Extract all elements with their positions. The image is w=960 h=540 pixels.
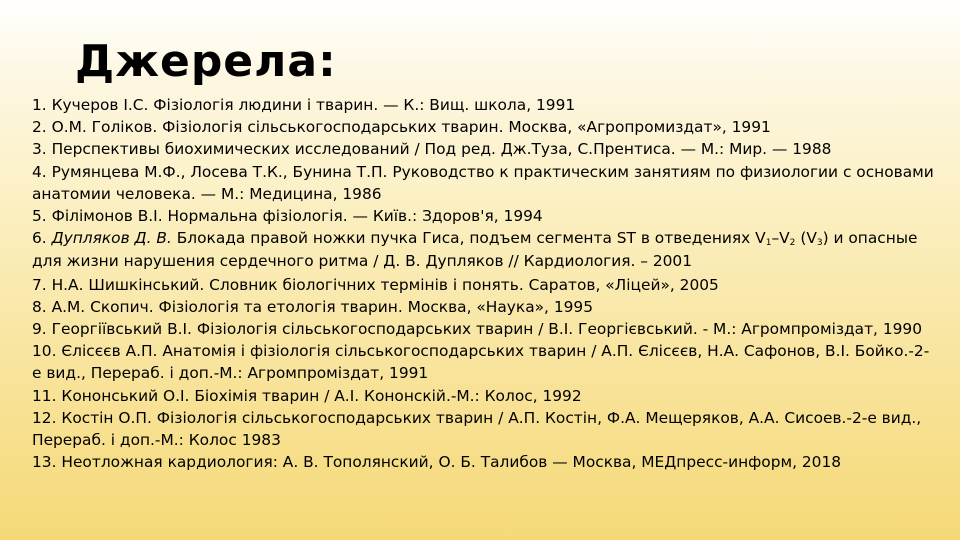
lead-subscript: 2 <box>789 238 796 249</box>
reference-number: 13. <box>32 453 57 472</box>
reference-text: Румянцева М.Ф., Лосева Т.К., Бунина Т.П. Руководство к практическим занятиям по физиологии с основами анатомии человека. — М.: Медицина, 1986 <box>32 162 934 203</box>
reference-number: 4. <box>32 162 47 181</box>
reference-text: Блокада правой ножки пучка Гиса, подъем сегмента ST в отведениях V <box>176 229 766 248</box>
reference-number: 6. <box>32 229 47 248</box>
reference-number: 2. <box>32 118 47 137</box>
reference-item <box>32 138 937 160</box>
reference-item <box>32 385 937 407</box>
reference-text: О.М. Голіков. Фізіологія сільськогосподарських тварин. Москва, «Агропромиздат», 1991 <box>51 118 771 137</box>
lead-subscript: 3 <box>816 238 823 249</box>
reference-text-rest: ) и опасные для жизни нарушения сердечного ритма / Д. В. Дупляков // Кардиология. – 2001 <box>32 229 918 271</box>
reference-list <box>32 94 937 473</box>
reference-text: Георгіївський В.І. Фізіологія сільськогосподарських тварин / В.І. Георгієвський. - М.: Агромпроміздат, 1990 <box>51 320 923 339</box>
reference-text: Неотложная кардиология: А. В. Тополянский, О. Б. Талибов — Москва, МЕДпресс-информ, 2018 <box>61 453 842 472</box>
reference-item <box>32 407 937 451</box>
reference-text: А.М. Скопич. Фізіологія та етологія тварин. Москва, «Наука», 1995 <box>51 297 594 316</box>
reference-item <box>32 94 937 116</box>
reference-number: 5. <box>32 207 47 226</box>
reference-text: Перспективы биохимических исследований / Под ред. Дж.Туза, С.Прентиса. — М.: Мир. — 1988 <box>51 140 832 159</box>
reference-number: 1. <box>32 96 47 114</box>
reference-item <box>32 274 937 296</box>
reference-number: 10. <box>32 342 57 361</box>
reference-item <box>32 318 937 340</box>
reference-item <box>32 451 937 473</box>
reference-text-paren: (V <box>800 229 817 248</box>
lead-subscript: 1 <box>765 238 772 249</box>
slide-title: Джерела: <box>75 36 337 87</box>
reference-text: Костін О.П. Фізіологія сільськогосподарських тварин / А.П. Костін, Ф.А. Мещеряков, А.А. Сисоев.-2-е вид., Перераб. і доп.-М.: Колос 1983 <box>32 408 922 450</box>
reference-number: 11. <box>32 386 57 405</box>
reference-text: Філімонов В.І. Нормальна фізіологія. — Київ.: Здоров'я, 1994 <box>51 207 543 226</box>
reference-item <box>32 161 937 205</box>
reference-text-sep: –V <box>771 229 790 248</box>
reference-item <box>32 227 937 273</box>
reference-number: 12. <box>32 408 57 427</box>
reference-text: Кононський О.І. Біохімія тварин / А.І. Кононскій.-М.: Колос, 1992 <box>61 386 582 405</box>
reference-number: 8. <box>32 297 47 316</box>
reference-text: Н.А. Шишкінський. Словник біологічних термінів і понять. Саратов, «Ліцей», 2005 <box>51 275 719 294</box>
reference-item <box>32 340 937 384</box>
reference-number: 9. <box>32 320 47 339</box>
reference-item <box>32 205 937 227</box>
reference-item <box>32 296 937 318</box>
reference-number: 7. <box>32 275 47 294</box>
reference-text: Кучеров І.С. Фізіологія людини і тварин. — К.: Вищ. школа, 1991 <box>51 96 576 114</box>
reference-text: Єлісєєв А.П. Анатомія і фізіологія сільськогосподарських тварин / А.П. Єлісєєв, Н.А. Сафонов, В.І. Бойко.-2-е вид., Перераб. і доп.-М.: Агромпроміздат, 1991 <box>32 342 930 383</box>
reference-author: Дупляков Д. В. <box>51 229 172 248</box>
reference-number: 3. <box>32 140 47 159</box>
reference-item <box>32 116 937 138</box>
